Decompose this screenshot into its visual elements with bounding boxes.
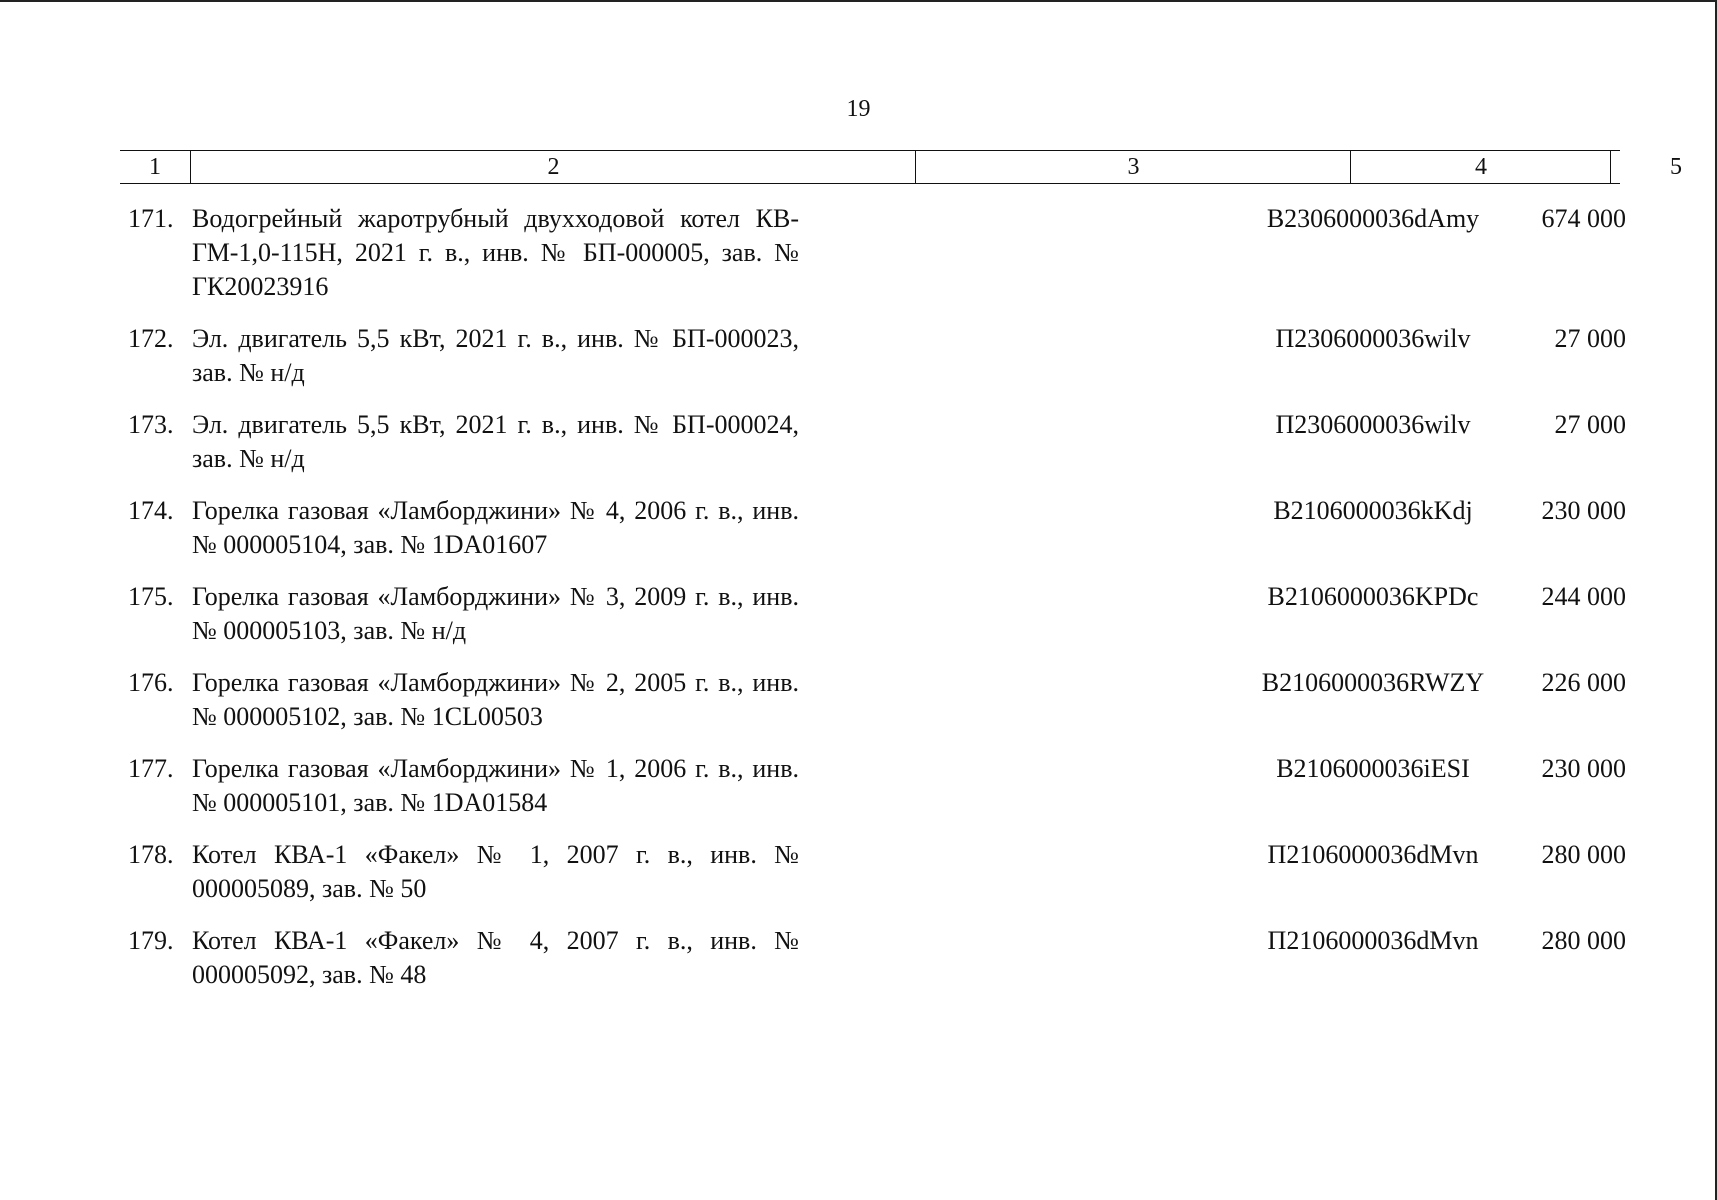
row-price: 244 000 xyxy=(1541,582,1626,611)
table-row xyxy=(120,752,1626,838)
row-number: 177. xyxy=(128,754,174,783)
row-description: Котел КВА-1 «Факел» № 4, 2007 г. в., инв. № 000005092, зав. № 48 xyxy=(192,926,799,989)
row-description: Котел КВА-1 «Факел» № 1, 2007 г. в., инв. № 000005089, зав. № 50 xyxy=(192,840,799,903)
row-description: Горелка газовая «Ламборджини» № 1, 2006 г. в., инв. № 000005101, зав. № 1DA01584 xyxy=(192,754,799,817)
row-number: 172. xyxy=(128,324,174,353)
table-row xyxy=(120,494,1626,580)
row-price: 674 000 xyxy=(1541,204,1626,233)
row-code: В2106000036iESI xyxy=(1276,754,1470,783)
header-col-2: 2 xyxy=(190,151,916,183)
row-number: 176. xyxy=(128,668,174,697)
row-number: 173. xyxy=(128,410,174,439)
row-price: 280 000 xyxy=(1541,926,1626,955)
header-col-4: 4 xyxy=(1350,151,1611,183)
table-row xyxy=(120,580,1626,666)
row-description: Горелка газовая «Ламборджини» № 3, 2009 г. в., инв. № 000005103, зав. № н/д xyxy=(192,582,799,645)
row-price: 226 000 xyxy=(1541,668,1626,697)
row-code: В2106000036kKdj xyxy=(1273,496,1473,525)
table-row xyxy=(120,322,1626,408)
table-row xyxy=(120,924,1626,1010)
row-description: Водогрейный жаротрубный двухходовой котел КВ-ГМ-1,0-115Н, 2021 г. в., инв. № БП-000005, зав. № ГК20023916 xyxy=(192,204,799,301)
row-description: Эл. двигатель 5,5 кВт, 2021 г. в., инв. № БП-000023, зав. № н/д xyxy=(192,324,799,387)
row-number: 175. xyxy=(128,582,174,611)
scan-edge-top xyxy=(0,0,1717,2)
row-description: Эл. двигатель 5,5 кВт, 2021 г. в., инв. № БП-000024, зав. № н/д xyxy=(192,410,799,473)
row-number: 171. xyxy=(128,204,174,233)
row-price: 230 000 xyxy=(1541,496,1626,525)
table-header xyxy=(120,150,1682,184)
table-row xyxy=(120,838,1626,924)
row-price: 27 000 xyxy=(1554,324,1626,353)
page-number: 19 xyxy=(846,96,871,122)
row-number: 174. xyxy=(128,496,174,525)
table-body xyxy=(120,202,1626,1010)
row-price: 27 000 xyxy=(1554,410,1626,439)
table-row xyxy=(120,408,1626,494)
row-description: Горелка газовая «Ламборджини» № 4, 2006 г. в., инв. № 000005104, зав. № 1DA01607 xyxy=(192,496,799,559)
header-col-5: 5 xyxy=(1610,151,1717,183)
row-code: П2306000036wilv xyxy=(1275,324,1471,353)
row-price: 230 000 xyxy=(1541,754,1626,783)
row-code: П2106000036dMvn xyxy=(1267,926,1479,955)
row-number: 178. xyxy=(128,840,174,869)
row-number: 179. xyxy=(128,926,174,955)
row-description: Горелка газовая «Ламборджини» № 2, 2005 г. в., инв. № 000005102, зав. № 1CL00503 xyxy=(192,668,799,731)
row-code: В2106000036KPDc xyxy=(1267,582,1479,611)
header-col-1: 1 xyxy=(149,154,161,180)
row-code: В2106000036RWZY xyxy=(1261,668,1485,697)
row-price: 280 000 xyxy=(1541,840,1626,869)
row-code: В2306000036dAmy xyxy=(1266,204,1480,233)
header-col-3: 3 xyxy=(915,151,1351,183)
row-code: П2106000036dMvn xyxy=(1267,840,1479,869)
table-row xyxy=(120,666,1626,752)
table-row xyxy=(120,202,1626,322)
row-code: П2306000036wilv xyxy=(1275,410,1471,439)
